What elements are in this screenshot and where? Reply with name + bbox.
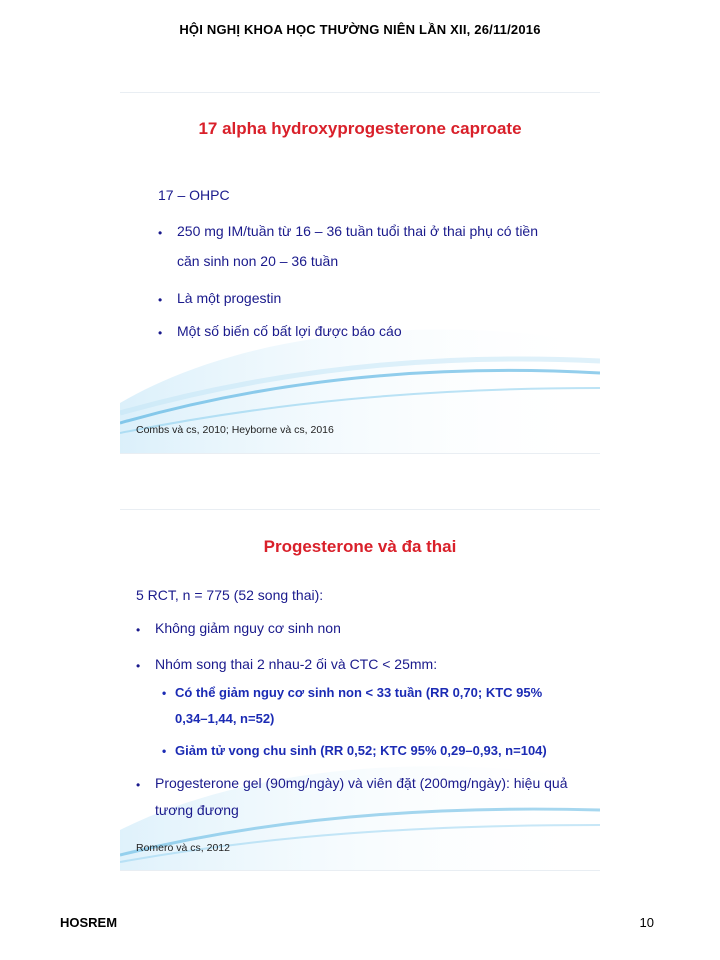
bullet-text: Nhóm song thai 2 nhau-2 ối và CTC < 25mm: xyxy=(155,656,438,672)
bullet-text: Không giảm nguy cơ sinh non xyxy=(155,620,341,636)
page-number: 10 xyxy=(639,915,654,930)
bullet-dot-icon: • xyxy=(158,226,163,240)
intro-text: 17 – OHPC xyxy=(158,187,230,203)
bullet-dot-icon: • xyxy=(136,778,141,792)
bullet-text-continued: căn sinh non 20 – 36 tuần xyxy=(177,253,339,269)
sub-bullet-dot-icon: • xyxy=(162,686,167,700)
citation: Romero và cs, 2012 xyxy=(136,842,230,854)
slide-2 xyxy=(120,509,600,871)
slide-title: 17 alpha hydroxyprogesterone caproate xyxy=(198,119,522,138)
sub-bullet-text: Có thể giảm nguy cơ sinh non < 33 tuần (RR 0,70; KTC 95% xyxy=(175,685,543,700)
bullet-text-continued: tương đương xyxy=(155,802,239,818)
slide-title: Progesterone và đa thai xyxy=(263,537,457,556)
bullet-dot-icon: • xyxy=(136,659,141,673)
citation: Combs và cs, 2010; Heyborne và cs, 2016 xyxy=(136,424,334,436)
bullet-text: Progesterone gel (90mg/ngày) và viên đặt (200mg/ngày): hiệu quả xyxy=(155,775,568,791)
sub-bullet-text-continued: 0,34–1,44, n=52) xyxy=(175,711,275,726)
bullet-dot-icon: • xyxy=(136,623,141,637)
bullet-text: Một số biến cố bất lợi được báo cáo xyxy=(177,323,402,339)
sub-bullet-dot-icon: • xyxy=(162,744,167,758)
bullet-text: 250 mg IM/tuần từ 16 – 36 tuần tuổi thai ở thai phụ có tiền xyxy=(177,223,539,239)
footer-org: HOSREM xyxy=(60,915,118,930)
sub-bullet-text: Giảm tử vong chu sinh (RR 0,52; KTC 95% 0,29–0,93, n=104) xyxy=(175,743,547,758)
bullet-dot-icon: • xyxy=(158,326,163,340)
bullet-text: Là một progestin xyxy=(177,290,282,306)
slide-1 xyxy=(120,92,600,454)
bullet-dot-icon: • xyxy=(158,293,163,307)
page-header: HỘI NGHỊ KHOA HỌC THƯỜNG NIÊN LẦN XII, 26/11/2016 xyxy=(179,22,541,37)
intro-text: 5 RCT, n = 775 (52 song thai): xyxy=(136,587,324,603)
